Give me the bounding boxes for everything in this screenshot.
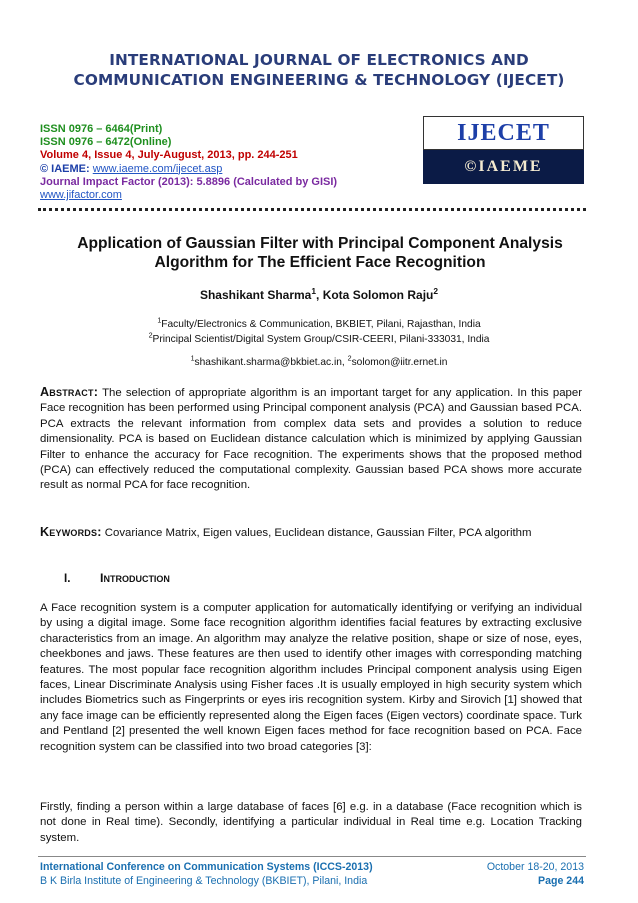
issn-online: ISSN 0976 – 6472(Online) <box>40 136 172 149</box>
jif-url-link[interactable]: www.jifactor.com <box>40 189 122 202</box>
paper-title-line2: Algorithm for The Efficient Face Recognition <box>154 254 486 271</box>
logo-iaeme: ©IAEME <box>423 150 584 184</box>
footer-line-2 <box>40 875 584 888</box>
paper-title-line1: Application of Gaussian Filter with Principal Component Analysis <box>77 235 563 252</box>
abstract-heading: Abstract: <box>40 385 99 399</box>
footer-conference: International Conference on Communication Systems (ICCS-2013) <box>40 861 373 873</box>
journal-logo <box>423 116 584 184</box>
journal-title-line1: INTERNATIONAL JOURNAL OF ELECTRONICS AND <box>109 51 529 69</box>
header-divider <box>38 208 586 211</box>
journal-title-line2: COMMUNICATION ENGINEERING & TECHNOLOGY (IJECET) <box>73 71 565 89</box>
section-number: I. <box>64 572 71 585</box>
section-title: Introduction <box>100 571 170 585</box>
author-1: Shashikant Sharma <box>199 288 312 302</box>
footer-institute: B K Birla Institute of Engineering & Technology (BKBIET), Pilani, India <box>40 875 368 887</box>
email-2[interactable]: solomon@iitr.ernet.in <box>351 357 448 368</box>
impact-factor: Journal Impact Factor (2013): 5.8896 (Calculated by GISI) <box>40 175 338 188</box>
keywords-text: Covariance Matrix, Eigen values, Euclidean distance, Gaussian Filter, PCA algorithm <box>104 527 532 539</box>
email-2-sup: 2 <box>347 354 352 363</box>
iaeme-url-link[interactable]: www.iaeme.com/ijecet.asp <box>92 162 223 175</box>
logo-ijecet: IJECET <box>423 116 584 150</box>
author-2: Kota Solomon Raju <box>322 288 434 302</box>
intro-paragraph-1: A Face recognition system is a computer application for automatically identifying or verifying an individual by using a digital image. Some face recognition algorithm identifies facial features by extracting exclusive characteristics from an image. An algorithm may analyze the relative position, shape or size of nose, eyes, cheekbones and jaws. These features are then used to identify other images with corresponding matching features. The most popular face recognition algorithm includes Principal component analysis using Eigen faces, Linear Discriminate Analysis using Fisher faces .It is usually employed in high security system which includes Biometrics such as Fingerprints or eyes iris recognition system. Kirby and Sirovich [1] showed that any face image can be efficiently represented along the Eigen faces (Eigen vectors) coordinate space. Turk and Pentland [2] presented the well known Eigen faces method for face recognition based on PCA. Face recognition system can be classified into two broad categories [3]: <box>40 602 582 753</box>
author-separator: , <box>316 288 323 302</box>
journal-info-block <box>40 123 337 202</box>
emails <box>0 356 638 369</box>
volume-info: Volume 4, Issue 4, July-August, 2013, pp. 244-251 <box>40 149 298 162</box>
footer-line-1 <box>40 861 584 874</box>
journal-title <box>0 50 638 90</box>
keywords <box>40 525 582 541</box>
author-2-sup: 2 <box>433 286 439 296</box>
affiliation-2 <box>0 333 638 346</box>
footer-page-number: Page 244 <box>538 875 584 887</box>
author-1-sup: 1 <box>311 286 317 296</box>
iaeme-prefix: © IAEME: <box>40 162 90 175</box>
email-1-sup: 1 <box>190 354 195 363</box>
issn-print: ISSN 0976 – 6464(Print) <box>40 123 163 135</box>
section-heading-introduction <box>64 571 170 585</box>
affiliation-1 <box>0 318 638 331</box>
keywords-heading: Keywords: <box>40 525 102 539</box>
footer-dates: October 18-20, 2013 <box>486 861 584 873</box>
affil-2-text: Principal Scientist/Digital System Group/CSIR-CEERI, Pilani-333031, India <box>152 334 490 345</box>
paper-title <box>40 234 600 272</box>
intro-paragraph-2: Firstly, finding a person within a large database of faces [6] e.g. in a database (Face recognition which is not done in Real time). Secondly, identifying a particular individual in Real time e.g. Location Tracking system. <box>40 801 582 844</box>
footer-divider <box>38 856 586 857</box>
affil-2-sup: 2 <box>148 331 153 340</box>
affil-1-text: Faculty/Electronics & Communication, BKBIET, Pilani, Rajasthan, India <box>161 319 481 330</box>
iaeme-line <box>40 163 337 176</box>
abstract <box>40 385 582 494</box>
affil-1-sup: 1 <box>157 316 162 325</box>
authors <box>0 288 638 302</box>
abstract-text: The selection of appropriate algorithm is an important target for any application. In this paper Face recognition has been performed using Principal component analysis (PCA) and Gaussian based PCA. PCA extracts the relevant information from complex data sets and provides a solution to reduce dimensionality. PCA is based on Euclidean distance calculation which is minimized by applying Gaussian Filter to enhance the accuracy for Face recognition. The experiments shows that the proposed method (PCA) can effectively reduced the computational complexity. Gaussian based PCA shows more accurate result as normal PCA for face recognition. <box>40 387 582 492</box>
email-1[interactable]: shashikant.sharma@bkbiet.ac.in, <box>194 357 345 368</box>
